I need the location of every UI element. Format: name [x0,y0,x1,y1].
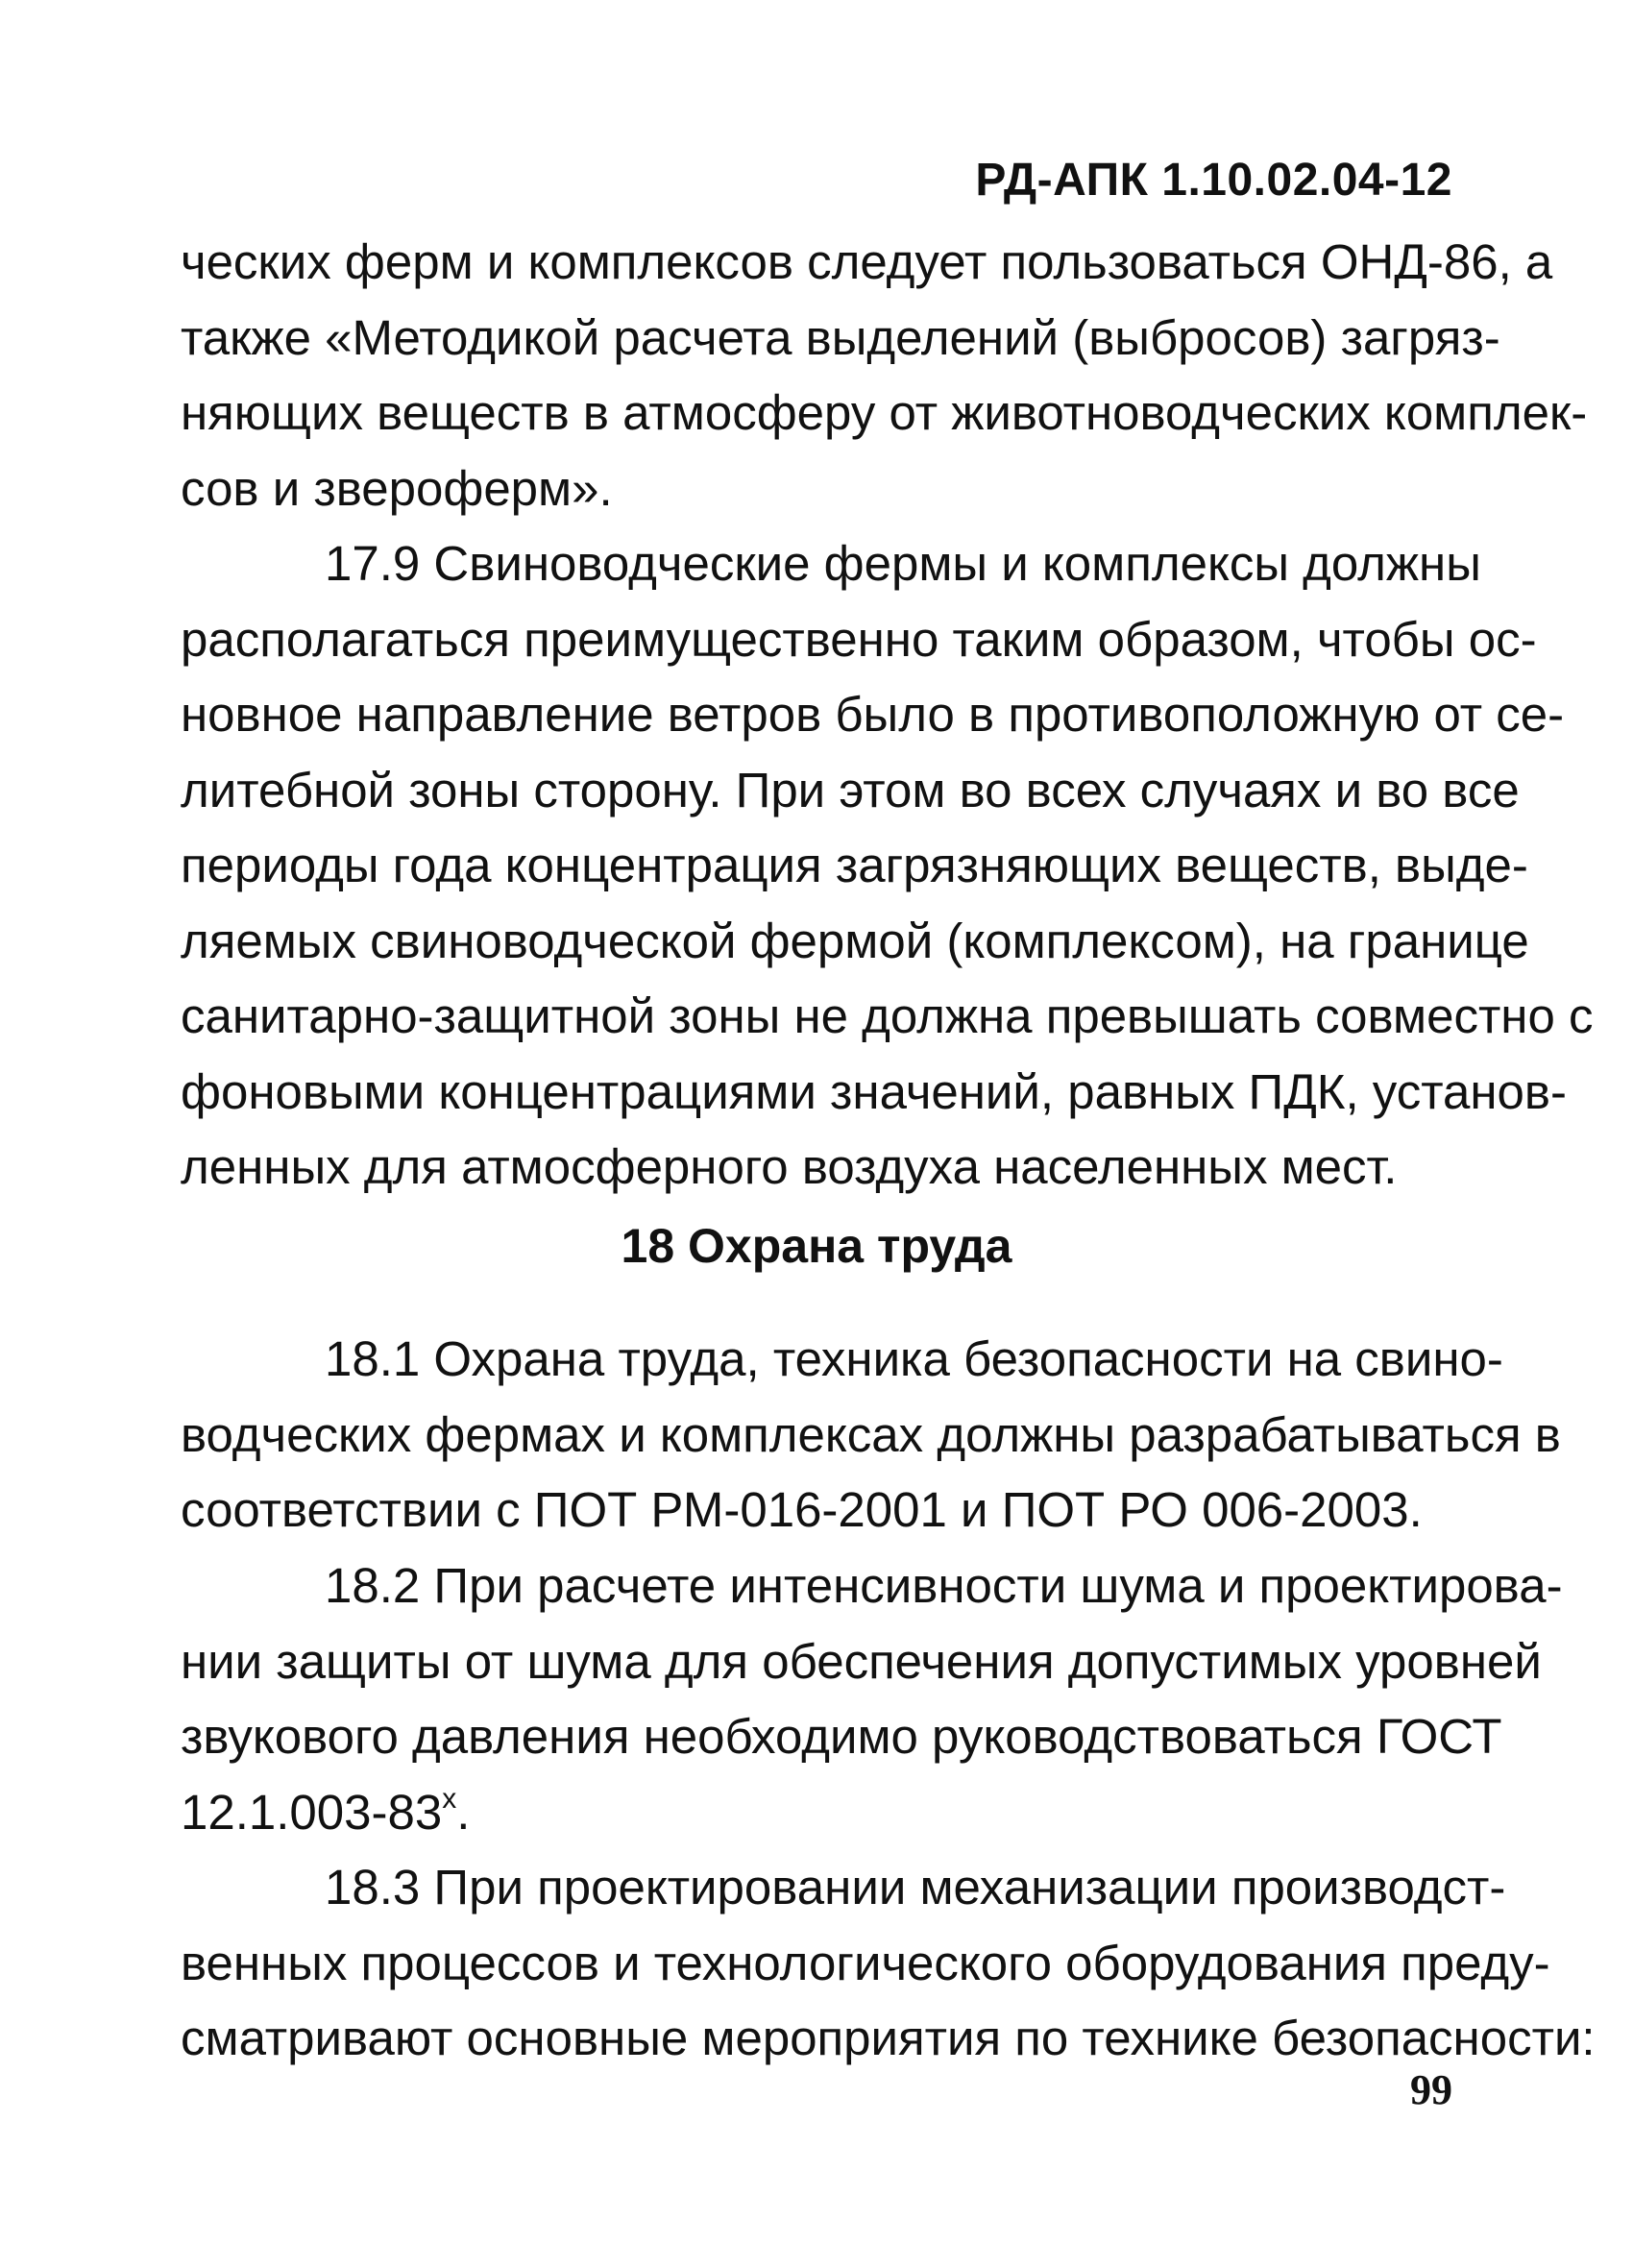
text-line: звукового давления необходимо руководствоваться ГОСТ [181,1709,1502,1764]
text-line: санитарно-защитной зоны не должна превышать совместно с [181,988,1594,1043]
text-line: 17.9 Свиноводческие фермы и комплексы должны [325,536,1481,591]
text-line: периоды года концентрация загрязняющих веществ, выде- [181,838,1528,892]
paragraph-18-1 [181,1322,1561,1549]
text-line: соответствии с ПОТ РМ-016-2001 и ПОТ РО 006-2003. [181,1482,1423,1537]
standard-number: 12.1.003-83 [181,1784,443,1840]
text-line: ляемых свиноводческой фермой (комплексом), на границе [181,913,1529,968]
text-line: 18.3 При проектировании механизации производст- [325,1860,1506,1914]
page-number: 99 [1410,2066,1452,2113]
text-line: также «Методикой расчета выделений (выбросов) загряз- [181,309,1500,365]
text-line: 18.1 Охрана труда, техника безопасности на свино- [325,1331,1503,1386]
text-line: литебной зоны сторону. При этом во всех случаях и во все [181,762,1520,817]
text-line: сов и звероферм». [181,460,613,516]
text-line: фоновыми концентрациями значений, равных ПДК, установ- [181,1063,1567,1119]
text-line: водческих фермах и комплексах должны разрабатываться в [181,1406,1561,1462]
text-line: 18.2 При расчете интенсивности шума и проектирова- [325,1558,1563,1613]
superscript-mark: x [442,1782,457,1815]
text-line: сматривают основные мероприятия по технике безопасности: [181,2011,1596,2065]
paragraph-17-9 [181,526,1594,1206]
text-line [181,1775,1460,1851]
text-line: располагаться преимущественно таким образом, чтобы ос- [181,611,1537,667]
text-line: нии защиты от шума для обеспечения допустимых уровней [181,1633,1542,1689]
section-heading: 18 Охрана труда [621,1219,1012,1273]
document-code-header: РД-АПК 1.10.02.04-12 [975,155,1452,206]
paragraph-18-3 [181,1850,1596,2077]
text-line: ленных для атмосферного воздуха населенных мест. [181,1139,1398,1194]
text-line: няющих веществ в атмосферу от животноводческих комплек- [181,385,1588,440]
text-line: новное направление ветров было в противоположную от се- [181,687,1565,742]
paragraph-continuation [181,225,1588,526]
sentence-end: . [456,1784,471,1840]
paragraph-18-2 [181,1549,1563,1850]
text-line: ческих ферм и комплексов следует пользоваться ОНД-86, а [181,234,1553,289]
text-line: венных процессов и технологического оборудования преду- [181,1935,1550,1990]
